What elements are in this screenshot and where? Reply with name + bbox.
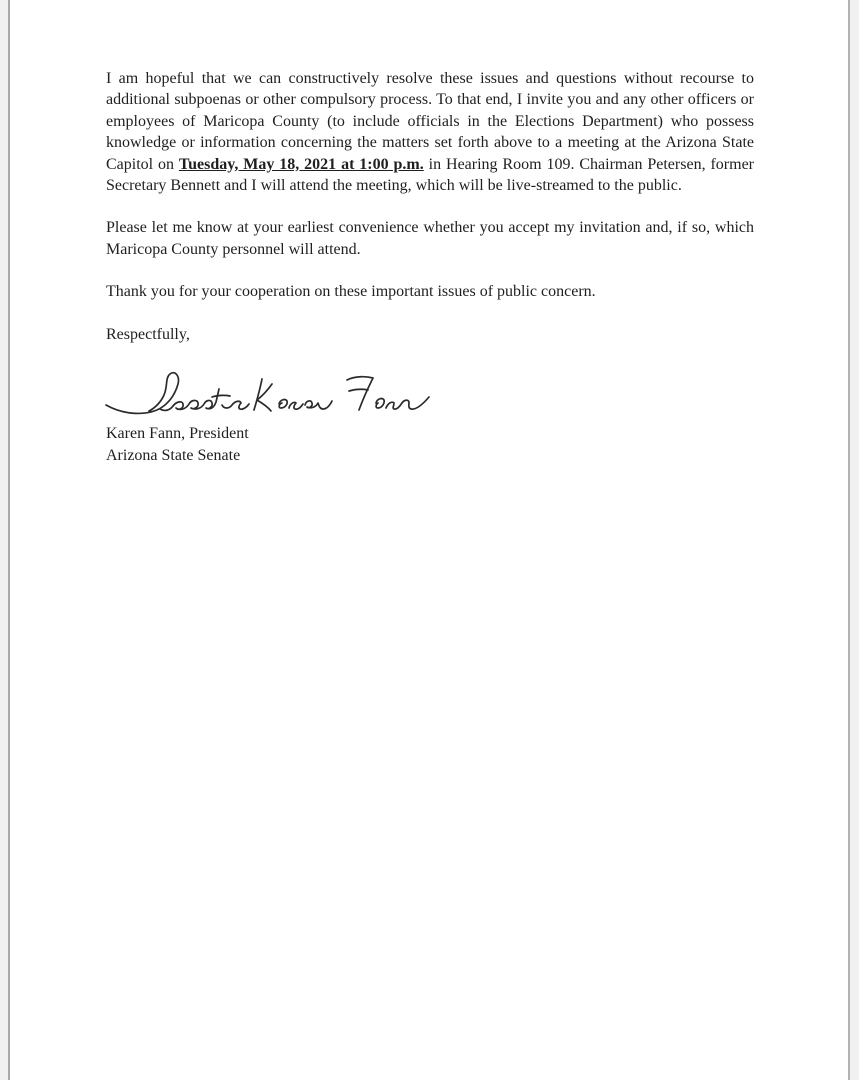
signer-name: Karen Fann, President xyxy=(106,425,249,443)
signature-stroke-ann xyxy=(376,397,429,409)
paragraph-rsvp-request: Please let me know at your earliest convenience whether you accept my invitation and, if so, which Maricopa County personnel will attend. xyxy=(106,219,754,258)
paragraph-thanks: Thank you for your cooperation on these important issues of public concern. xyxy=(106,283,596,301)
letter-page xyxy=(8,0,850,1080)
letter-body xyxy=(106,68,754,466)
signature-stroke-s xyxy=(106,373,178,414)
signature-stroke-k xyxy=(254,379,272,411)
signature-stroke-aren xyxy=(279,400,332,410)
closing-salutation: Respectfully, xyxy=(106,325,190,343)
meeting-date-emphasis: Tuesday, May 18, 2021 at 1:00 p.m. xyxy=(178,155,424,173)
signature-block xyxy=(106,423,754,466)
signature-stroke-f xyxy=(347,377,373,410)
paragraph-invitation xyxy=(106,68,754,196)
signature-stroke-enator xyxy=(160,389,249,410)
signer-organization: Arizona State Senate xyxy=(106,446,241,464)
handwritten-signature xyxy=(102,367,432,419)
paragraph-invitation-continuation: in Hearing Room 109. Chairman Petersen, former Secretary Bennett and I will attend the meeting, which will be live-streamed to the public. xyxy=(106,155,755,195)
paragraph-invitation-text: I am hopeful that we can constructively resolve these issues and questions without recourse to additional subpoenas or other compulsory process. To that end, I invite you and any other officers or employees of Maricopa County (to include officials in the Elections Department) who possess knowledge or information concerning the matters set forth above to a meeting at the Arizona State Capitol on xyxy=(106,70,754,173)
